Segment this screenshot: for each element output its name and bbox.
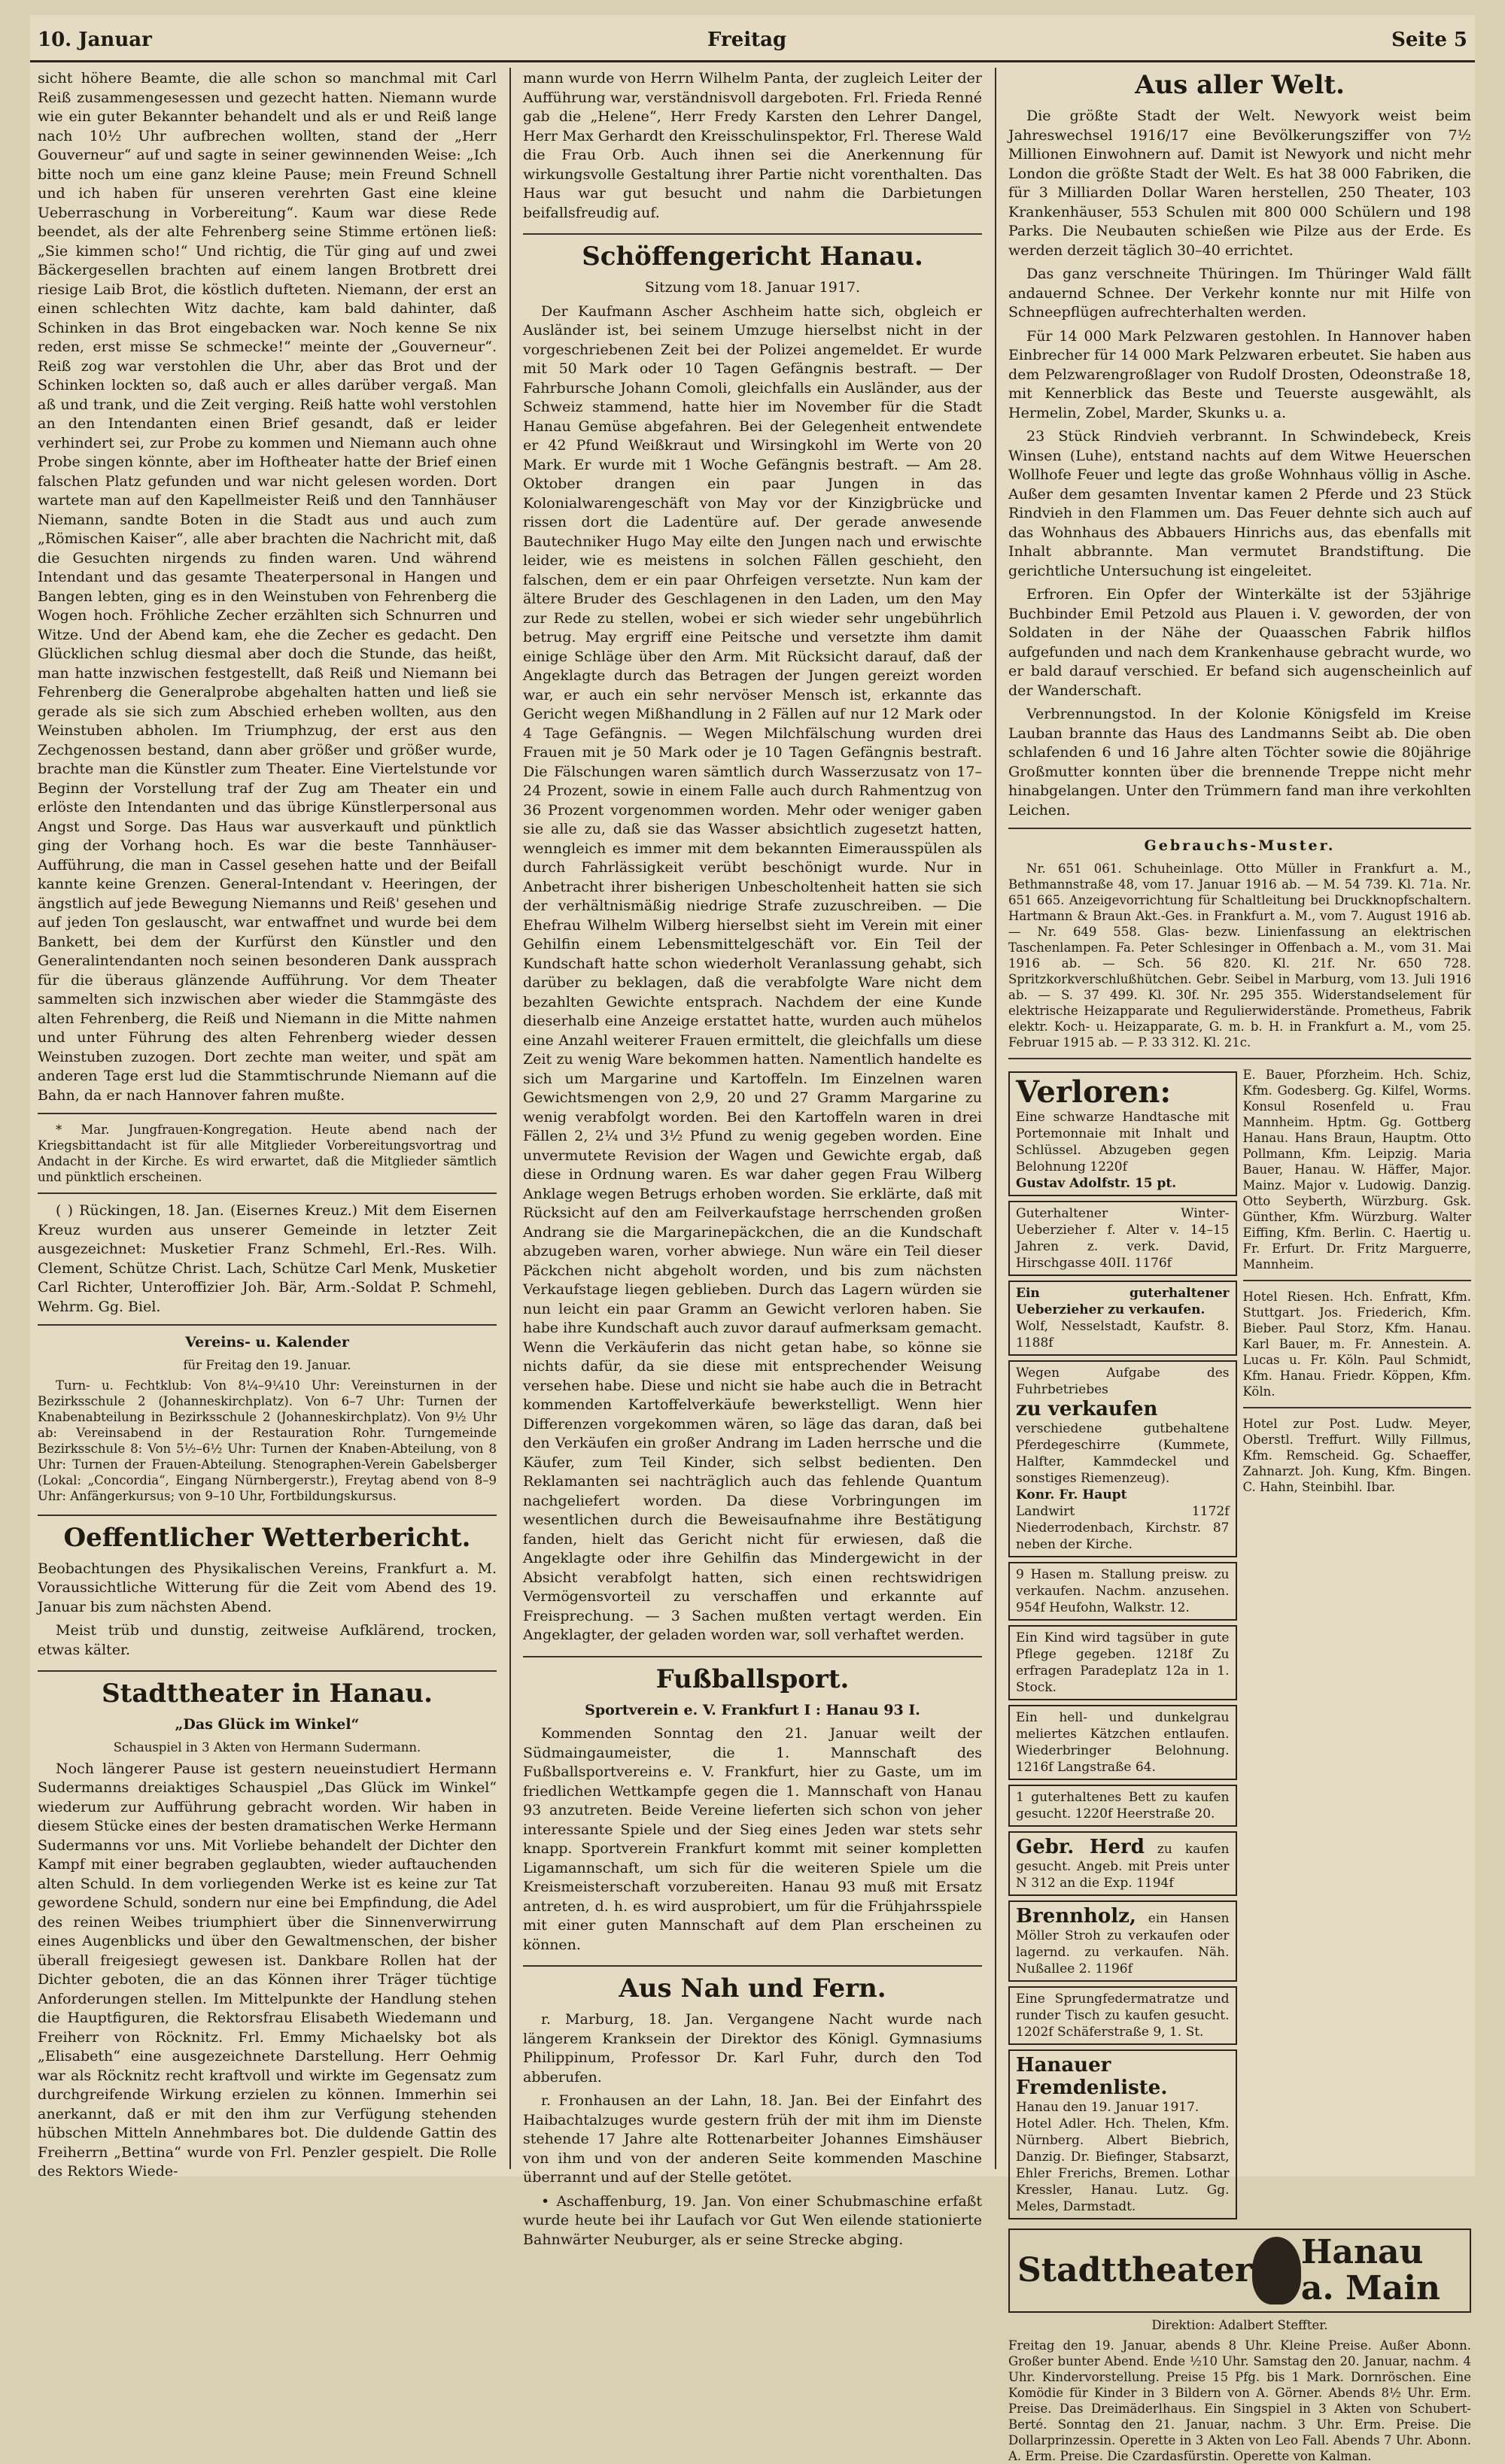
ad-ueberzieher-2-text: Wolf, Nesselstadt, Kaufstr. 8. 1188f bbox=[1016, 1318, 1230, 1350]
wetter-forecast: Meist trüb und dunstig, zeitweise Aufklärend, trocken, etwas kälter. bbox=[38, 1622, 497, 1658]
muster-title: Gebrauchs-Muster. bbox=[1144, 837, 1336, 854]
schoeffengericht-text: Der Kaufmann Ascher Aschheim hatte sich, obgleich er Ausländer ist, bei seinem Umzuge hierselbst nicht in der vorgeschriebenen Zeit bei der Polizei angemeldet. Er wurde mit 50 Mark oder 10 Tagen Gefängnis bestraft. — Der Fahrbursche Johann Comoli, gleichfalls ein Ausländer, aus der Schweiz stammend, hatte hier im November für die Stadt Hanau Gemüse abgefahren. Bei der Gelegenheit entwendete er 42 Pfund Weißkraut und Wirsingkohl im Werte von 20 Mark. Er wurde mit 1 Woche Gefängnis bestraft. — Am 28. Oktober drangen ein paar Jungen in das Kolonialwarengeschäft von May vor der Kinzigbrücke und rissen dort die Ladentüre auf. Der gerade anwesende Bautechniker Hugo May eilte den Jungen nach und erwischte leider, wie es meistens in solchen Fällen geschieht, den falschen, dem er ein paar Ohrfeigen versetzte. Nun kam der ältere Bruder des Geschlagenen in den Laden, um den May zur Rede zu stellen, wobei er sich wieder sehr ungebührlich betrug. May ergriff eine Peitsche und versetzte ihm damit einige Schläge über den Arm. Mit Rücksicht darauf, daß der Angeklagte durch das Betragen der Jungen gereizt worden war, er auch ein sehr nervöser Mensch ist, erkannte das Gericht wegen Mißhandlung in 2 Fällen auf nur 12 Mark oder 4 Tage Gefängnis. — Wegen Milchfälschung wurden drei Frauen mit je 50 Mark oder je 10 Tagen Gefängnis bestraft. Die Fälschungen waren sämtlich durch Wasserzusatz von 17–24 Prozent, sowie in einem Falle auch durch Rahmentzug von 36 Prozent vorgenommen worden. Mehr oder weniger gaben sie alle zu, daß sie das Wasser absichtlich zugesetzt hatten, wenngleich es immer mit dem bekannten Eimerausspülen als durch Fahrlässigkeit verübt beschönigt wurde. Nur in Anbetracht ihrer bisherigen Unbescholtenheit hatten sie sich der verhältnismäßig niedrige Strafe zuzuschreiben. — Die Ehefrau Wilhelm Wilberg hierselbst sieht im Verein mit einer Gehilfin einem Lebensmittelgeschäft vor. Ein Teil der Kundschaft hatte schon wiederholt Veranlassung gehabt, sich darüber zu beklagen, daß die verabfolgte Ware nicht dem bezahlten Gewichte entsprach. Nachdem der eine Kunde dieserhalb eine Anzeige erstattet hatte, wurden auch mühelos eine Anzahl weiterer Frauen ermittelt, die gleichfalls um diese Zeit zu wenig Ware bekommen hatten. Namentlich handelte es sich um Margarine und Kartoffeln. Im Einzelnen waren Gewichtsmengen von 2,9, 20 und 27 Gramm Margarine zu wenig verabfolgt worden. Bei den Kartoffeln waren in drei Fällen 2, 2¼ und 3½ Pfund zu wenig gegeben worden. Eine unvermutete Revision der Wagen und Gewichte ergab, daß diese in Ordnung waren. Es war daher gegen Frau Wilberg Anklage wegen Betrugs erhoben worden. Sie erklärte, daß mit Rücksicht auf den am Feilverkaufstage herrschenden großen Andrang sie die Margarinepäckchen, die an die Kundschaft abzugeben waren, vorher abwiege. Nun wäre ein Teil dieser Päckchen nicht abgeholt worden, und bis zum nächsten Verkaufstage liegen geblieben. Durch das Lagern würden sie nun leicht ein paar Gramm an Gewicht verloren haben. Sie habe ihre Kundschaft auch zuvor darauf aufmerksam gemacht. Wenn die Verkäuferin das nicht getan habe, so könne sie nichts dafür, da sie diese mit entsprechender Weisung versehen habe. Diese und nicht sie habe auch die in Betracht kommenden Kartoffelverkäufe bewerkstelligt. Wenn hier Differenzen vorgekommen wären, so läge das daran, daß bei den Verkäufen ein großer Andrang im Laden herrsche und die Käufer, zum Teil Kinder, sich selbst bedienten. Den Reklamanten sei nachträglich auch das fehlende Quantum nachgeliefert worden. Da diese Vorbringungen im wesentlichen durch die Beweisaufnahme ihre Bestätigung fanden, hielt das Gericht nicht für erwiesen, daß die Angeklagte oder ihre Gehilfin das Mindergewicht in der Absicht verabfolgt hatten, sich einen rechtswidrigen Vermögensvorteil zu verschaffen und erkannte auf Freisprechung. — 3 Sachen mußten vertagt werden. Ein Angeklagter, der geladen worden war, soll verhaftet werden. bbox=[523, 302, 982, 1643]
article-rueckingen: ( ) Rückingen, 18. Jan. (Eisernes Kreuz.) Mit dem Eisernen Kreuz wurden aus unserer Gemeinde in letzter Zeit ausgezeichnet: Musketier Franz Schmehl, Erl.-Res. Wilh. Clement, Schütze Christ. Lach, Schütze Carl Menk, Musketier Carl Richter, Unteroffizier Joh. Bär, Arm.-Soldat P. Schmehl, Wehrm. Gg. Biel. bbox=[38, 1202, 497, 1315]
divider bbox=[1243, 1407, 1472, 1408]
divider bbox=[38, 1324, 497, 1326]
ad-brennholz-heading: Brennholz, bbox=[1016, 1904, 1136, 1928]
fremdenliste-list-2: E. Bauer, Pforzheim. Hch. Schiz, Kfm. Godesberg. Gg. Kilfel, Worms. Konsul Rosenfeld u. Frau Mannheim. Hptm. Gg. Gottberg Hanau. Hans Braun, Hauptm. Otto Pollmann, Kfm. Leipzig. Maria Bauer, Hanau. W. Häffer, Major. Mainz. Major v. Ludowig. Danzig. Otto Seyberth, Würzburg. Gsk. Günther, Kfm. Würzburg. Walter Eiffing, Kfm. Berlin. C. Haertig u. Fr. Erfurt. Dr. Fritz Marguerre, Mannheim. bbox=[1242, 1067, 1471, 1271]
ad-fuhrbetrieb-text: verschiedene gutbehaltene Pferdegeschirre (Kummete, Halfter, Kammdeckel und sonstiges Riemenzeug). bbox=[1016, 1420, 1230, 1486]
column-right bbox=[1008, 69, 1471, 2463]
stadttheater-ad-header bbox=[1008, 2229, 1471, 2313]
column-rule bbox=[995, 68, 996, 2169]
fremdenliste-adler: Hotel Adler. Hch. Thelen, Kfm. Nürnberg. Albert Biebrich, Danzig. Dr. Biefinger, Stabsarzt, Ehler Frerichs, Bremen. Lothar Kressler, Hanau. Lutz. Gg. Meles, Darmstadt. bbox=[1016, 2116, 1230, 2214]
nah-fern-fronhausen: r. Fronhausen an der Lahn, 18. Jan. Bei der Einfahrt des Haibachtalzuges wurde gestern früh der mit ihm im Dienste stehende 17 Jahre alte Rottenarbeiter Johannes Eimshäuser von ihm und von der anderen Seite kommenden Maschine überrannt und auf der Stelle getötet. bbox=[523, 2092, 982, 2186]
ads-left bbox=[1008, 1067, 1237, 2224]
theater-subtitle: „Das Glück im Winkel“ bbox=[175, 1716, 360, 1733]
fussball-text: Kommenden Sonntag den 21. Januar weilt der Südmaingaumeister, die 1. Mannschaft des Fußballsportvereins e. V. Frankfurt, hier zu Gaste, um im friedlichen Wettkampfe gegen die 1. Mannschaft von Hanau 93 anzutreten. Beide Vereine lieferten sich schon von jeher interessante Spiele und der Sieg eines Jeden war stets sehr knapp. Sportverein Frankfurt kommt mit seiner kompletten Ligamannschaft, um sich für die weiteren Spiele um die Kreismeisterschaft vorzubereiten. Hanau 93 muß mit Ersatz antreten, d. h. es wird ausprobiert, um für die Frühjahrsspiele mit einer guten Mannschaft auf dem Plan erscheinen zu können. bbox=[523, 1725, 982, 1953]
ad-kind: Ein Kind wird tagsüber in gute Pflege gegeben. 1218f Zu erfragen Paradeplatz 12a in 1. Stock. bbox=[1008, 1625, 1237, 1700]
welt-thueringen: Das ganz verschneite Thüringen. Im Thüringer Wald fällt andauernd Schnee. Der Verkehr konnte nur mit Hilfe von Schneepflügen aufrechterhalten werden. bbox=[1008, 266, 1471, 321]
theater-title: Stadttheater in Hanau. bbox=[38, 1670, 497, 1709]
column-left bbox=[38, 69, 497, 2180]
ad-herd bbox=[1008, 1831, 1237, 1896]
header-weekday: Freitag bbox=[707, 29, 787, 51]
fussball-title: Fußballsport. bbox=[523, 1656, 982, 1695]
ad-kaetzchen: Ein hell- und dunkelgrau meliertes Kätzchen entlaufen. Wiederbringer Belohnung. 1216f Langstraße 64. bbox=[1008, 1705, 1237, 1780]
welt-pelzwaren: Für 14 000 Mark Pelzwaren gestohlen. In Hannover haben Einbrecher für 14 000 Mark Pelzwaren erbeutet. Sie haben aus dem Pelzwarengroßlager von Rudolf Drosten, Odeonstraße 18, mit Kennerblick das Beste und Teuerste ausgewählt, als Hermelin, Zobel, Marder, Skunks u. a. bbox=[1008, 327, 1471, 421]
header-page-number: Seite 5 bbox=[1391, 29, 1467, 51]
divider bbox=[38, 1113, 497, 1114]
fremdenliste-post: Hotel zur Post. Ludw. Meyer, Oberstl. Treffurt. Willy Fillmus, Kfm. Remscheid. Gg. Schaeffer, Zahnarzt. Joh. Kung, Kfm. Bingen. C. Hahn, Steinbihl. Ibar. bbox=[1242, 1416, 1471, 1494]
schoeffengericht-title: Schöffengericht Hanau. bbox=[523, 233, 982, 272]
ad-ueberzieher-2 bbox=[1008, 1281, 1237, 1356]
stadttheater-direktion: Direktion: Adalbert Steffter. bbox=[1151, 2317, 1328, 2332]
ad-brennholz-text: ein Hansen Möller Stroh zu verkaufen oder lagernd. zu verkaufen. Näh. Nußallee 2. 1196f bbox=[1016, 1910, 1230, 1976]
schoeffengericht-subtitle: Sitzung vom 18. Januar 1917. bbox=[644, 279, 861, 296]
fremdenliste-title: Hanauer Fremdenliste. bbox=[1016, 2053, 1168, 2099]
ad-ueberzieher-2-heading: Ein guterhaltener Ueberzieher zu verkaufen. bbox=[1016, 1285, 1230, 1317]
ad-herd-text: zu kaufen gesucht. Angeb. mit Preis unter N 312 an die Exp. 1194f bbox=[1016, 1841, 1230, 1891]
fussball-subtitle: Sportverein e. V. Frankfurt I : Hanau 93 I. bbox=[585, 1701, 920, 1718]
ad-fuhrbetrieb bbox=[1008, 1360, 1237, 1557]
ad-fuhrbetrieb-heading: zu verkaufen bbox=[1016, 1397, 1158, 1420]
divider bbox=[38, 1193, 497, 1194]
welt-rindvieh: 23 Stück Rindvieh verbrannt. In Schwindebeck, Kreis Winsen (Luhe), entstand nachts auf dem Witwe Heuerschen Wollhofe Feuer und legte das große Wohnhaus völlig in Asche. Außer dem gesamten Inventar kamen 2 Pferde und 23 Stück Rindvieh in den Flammen um. Das Feuer dehnte sich auch auf das Wohnhaus des Abbauers Hinrichs aus, das ebenfalls mit Inhalt abbrannte. Man vermutet Brandstiftung. Die gerichtliche Untersuchung ist eingeleitet. bbox=[1008, 428, 1471, 579]
ad-fuhrbetrieb-name: Konr. Fr. Haupt bbox=[1016, 1487, 1127, 1502]
stadttheater-programm: Freitag den 19. Januar, abends 8 Uhr. Kleine Preise. Außer Abonn. Großer bunter Abend. Ende ½10 Uhr. Samstag den 20. Januar, nachm. 4 Uhr. Kindervorstellung. Preise 15 Pfg. bis 1 Mark. Dornröschen. Eine Komödie für Kinder in 3 Bildern von A. Görner. Abends 8½ Uhr. Erm. Preise. Das Dreimäderlhaus. Ein Singspiel in 3 Akten von Schubert-Berté. Sonntag den 21. Januar, nachm. 3 Uhr. Erm. Preise. Die Dollarprinzessin. Operette in 3 Akten von Leo Fall. Abends 7 Uhr. Abonn. A. Erm. Preise. Die Czardasfürstin. Operette von Kalman. bbox=[1008, 2338, 1471, 2463]
header-date: 10. Januar bbox=[38, 29, 152, 51]
welt-erfroren: Erfroren. Ein Opfer der Winterkälte ist der 53jährige Buchbinder Emil Petzold aus Plauen i. V. geworden, der von Soldaten in der Nähe der Quaasschen Fabrik hilflos aufgefunden und nach dem Krankenhause gebracht wurde, wo er bald darauf verschied. Er befand sich augenscheinlich auf der Wanderschaft. bbox=[1008, 586, 1471, 699]
theater-subtitle-2: Schauspiel in 3 Akten von Hermann Sudermann. bbox=[113, 1739, 421, 1755]
ad-verloren-heading: Verloren: bbox=[1016, 1074, 1172, 1110]
vereins-title: Vereins- u. Kalender bbox=[185, 1334, 349, 1350]
theater-mask-icon bbox=[1252, 2237, 1301, 2304]
article-continuation: sicht höhere Beamte, die alle schon so manchmal mit Carl Reiß zusammengesessen und gezecht hatten. Niemann wurde wie ein guter Bekannter behandelt und als er und Reiß lange nach 10½ Uhr aufbrechen wollten, stand der „Herr Gouverneur“ auf und sagte in seiner gewinnenden Weise: „Ich bitte noch um eine ganz kleine Pause; mein Freund Schnell und ich haben für unseren verehrten Gast eine kleine Ueberraschung in Vorbereitung“. Kaum war diese Rede beendet, als der alte Fehrenberg seine Stimme ertönen ließ: „Sie kimmen scho!“ Und richtig, die Tür ging auf und zwei Bäckergesellen brachten auf einem langen Brotbrett drei riesige Laib Brot, die köstlich dufteten. Niemann, der erst an einen schlechten Witz dachte, kam bald dahinter, daß Schinken in das Brot eingebacken war. Noch kenne Se nix reden, erst misse Se schmecke!“ meinte der „Gouverneur“. Reiß zog war verstohlen die Uhr, aber das Brot und der Schinken lockten so, daß auch er alles darüber vergaß. Man aß und trank, und die Zeit verging. Reiß hatte wohl verstohlen an den Intendanten einen Brief gesandt, daß er leider verhindert sei, zur Probe zu kommen und Niemann auch ohne Probe singen könnte, aber im Hoftheater hatte der Brief einen falschen Platz gefunden und war nicht gelesen worden. Dort wartete man auf den Kapellmeister Reiß und den Tannhäuser Niemann, sandte Boten in die Stadt aus und auch zum „Römischen Kaiser“, alle aber brachten die Nachricht mit, daß die Gesuchten nirgends zu finden waren. Und während Intendant und das gesamte Theaterpersonal in Hangen und Bangen lebten, ging es in den Weinstuben von Fehrenberg die Wogen hoch. Fröhliche Zecher erzählten sich Schnurren und Witze. Und der Abend kam, ehe die Zecher es gedacht. Den Glücklichen schlug diesmal aber doch die Stunde, das heißt, man hatte inzwischen festgestellt, daß Reiß und Niemann bei Fehrenberg die Generalprobe abgehalten hatten und ließ sie gerade als sie sich zum Abschied erheben wollten, aus den Weinstuben abholen. Im Triumphzug, der erst aus den Zechgenossen bestand, dann aber größer und größer wurde, brachte man die Künstler zum Theater. Eine Viertelstunde vor Beginn der Vorstellung traf der Zug am Theater ein und erlöste den Intendanten und das übrige Künstlerpersonal aus Angst und Sorge. Das Haus war ausverkauft und pünktlich ging der Vorhang hoch. Es war die beste Tannhäuser-Aufführung, die man in Cassel gesehen hatte und der Beifall kannte keine Grenzen. General-Intendant v. Heeringen, der ängstlich auf jede Bewegung Niemanns und Reiß' gesehen und auf jeden Ton geslauscht, war entwaffnet und wurde bei dem Bankett, bei dem der Kurfürst den Künstler und den Generalintendanten noch seinen besonderen Dank aussprach für die überaus glänzende Aufführung. Vor dem Theater sammelten sich inzwischen aber wieder die Stammgäste des alten Fehrenberg, die Reiß und Niemann in die Mitte nahmen und unter Führung des alten Fehrenberg wieder dessen Weinstuben zuzogen. Dort zechte man weiter, und spät am anderen Tage erst lud die Stammtischrunde Niemann auf die Bahn, da er nach Hannover fahren mußte. bbox=[38, 70, 497, 1104]
welt-newyork: Die größte Stadt der Welt. Newyork weist beim Jahreswechsel 1916/17 eine Bevölkerungsziffer von 7½ Millionen Einwohnern auf. Damit ist Newyork und nicht mehr London die größte Stadt der Welt. Es hat 38 000 Fabriken, die für 3 Milliarden Dollar Waren herstellen, 250 Theater, 103 Krankenhäuser, 553 Schulen mit 800 000 Schülern und 198 Parks. Die Neubauten schießen wie Pilze aus der Erde. Es werden derzeit täglich 30–40 errichtet. bbox=[1008, 108, 1471, 259]
newspaper-page bbox=[30, 15, 1475, 2463]
ad-brennholz bbox=[1008, 1900, 1237, 1982]
muster-text: Nr. 651 061. Schuheinlage. Otto Müller in Frankfurt a. M., Bethmannstraße 48, vom 17. Januar 1916 ab. — M. 54 739. Kl. 71a. Nr. 651 665. Anzeigevorrichtung für Schaltleitung bei Druckknopfschaltern. Hartmann & Braun Akt.-Ges. in Frankfurt a. M., vom 7. August 1916 ab. — Nr. 649 558. Glas- bezw. Linienfassung an elektrischen Taschenlampen. Fa. Peter Schlesinger in Offenbach a. M., vom 31. Mai 1916 ab. — Sch. 56 820. Kl. 21f. Nr. 650 728. Spritzkorkverschlußhütchen. Gebr. Seibel in Marburg, vom 13. Juli 1916 ab. — S. 37 499. Kl. 30f. Nr. 295 355. Widerstandselement für elektrische Heizapparate und Regulierwiderstände. Prometheus, Fabrik elektr. Koch- u. Heizapparate, G. m. b. H. in Frankfurt a. M., vom 25. Februar 1915 ab. — P. 33 312. Kl. 21c. bbox=[1008, 861, 1471, 1050]
welt-title: Aus aller Welt. bbox=[1135, 70, 1345, 100]
wetter-title: Oeffentlicher Wetterbericht. bbox=[38, 1515, 497, 1554]
stadttheater-ad-left: Stadttheater bbox=[1017, 2250, 1253, 2289]
divider bbox=[1008, 828, 1471, 829]
nah-fern-title: Aus Nah und Fern. bbox=[523, 1965, 982, 2004]
stadttheater-ad-right: Hanau a. Main bbox=[1300, 2232, 1440, 2308]
ads-area bbox=[1008, 1067, 1471, 2224]
ad-verloren bbox=[1008, 1071, 1237, 1196]
ad-fuhrbetrieb-intro: Wegen Aufgabe des Fuhrbetriebes bbox=[1016, 1365, 1230, 1397]
ads-right bbox=[1243, 1067, 1472, 2224]
wetter-text: Beobachtungen des Physikalischen Vereins, Frankfurt a. M. Voraussichtliche Witterung für die Zeit vom Abend des 19. Januar bis zum nächsten Abend. bbox=[38, 1560, 497, 1615]
divider bbox=[1008, 1058, 1471, 1059]
divider bbox=[1243, 1280, 1472, 1281]
ad-herd-heading: Gebr. Herd bbox=[1016, 1835, 1145, 1858]
ad-fuhrbetrieb-address: Landwirt 1172f Niederrodenbach, Kirchstr. 87 neben der Kirche. bbox=[1016, 1503, 1230, 1552]
fremdenliste bbox=[1008, 2049, 1237, 2219]
ad-ueberzieher: Guterhaltener Winter-Ueberzieher f. Alter v. 14–15 Jahren z. verk. David, Hirschgasse 40II. 1176f bbox=[1008, 1201, 1237, 1276]
theater-review-continuation: mann wurde von Herrn Wilhelm Panta, der zugleich Leiter der Aufführung war, verständnisvoll dargeboten. Frl. Frieda Renné gab die „Helene“, Herr Fredy Karsten den Lehrer Dangel, Herr Max Gerhardt den Kreisschulinspektor, Frl. Therese Wald die Frau Orb. Auch ihnen sei die Anerkennung für wirkungsvolle Gestaltung ihrer Partie nicht vorenthalten. Das Haus war gut besucht und nahm die Darbietungen beifallsfreudig auf. bbox=[523, 70, 982, 221]
ad-federmatratze: Eine Sprungfedermatratze und runder Tisch zu kaufen gesucht. 1202f Schäferstraße 9, 1. St. bbox=[1008, 1986, 1237, 2045]
ad-hasen: 9 Hasen m. Stallung preisw. zu verkaufen. Nachm. anzusehen. 954f Heufohn, Walkstr. 12. bbox=[1008, 1562, 1237, 1621]
page-header bbox=[30, 15, 1475, 62]
fremdenliste-riesen: Hotel Riesen. Hch. Enfratt, Kfm. Stuttgart. Jos. Friederich, Kfm. Bieber. Paul Storz, Kfm. Hanau. Karl Bauer, m. Fr. Annestein. A. Lucas u. Fr. Köln. Paul Schmidt, Kfm. Hanau. Friedr. Köppen, Kfm. Köln. bbox=[1242, 1289, 1471, 1399]
theater-review: Noch längerer Pause ist gestern neueinstudiert Hermann Sudermanns dreiaktiges Schauspiel „Das Glück im Winkel“ wiederum zur Aufführung gebracht worden. Wir haben in diesem Stücke eines der besten dramatischen Werke Hermann Sudermanns vor uns. Mit Vorliebe behandelt der Dichter den Kampf mit einer begraben geglaubten, wieder auftauchenden alten Schuld. In dem vorliegenden Werke ist es keine zur Tat gewordene Schuld, sondern nur eine bei Empfindung, die Adel des reinen Weibes triumphiert über die Sinnenverwirrung eines Augenblicks und über den Gewaltmenschen, der bisher überall freigesiegt gewesen ist. Dankbare Rollen hat der Dichter geboten, die an das Können ihrer Träger tüchtige Anforderungen stellen. Im Mittelpunkte der Handlung stehen die Hauptfiguren, die Rektorsfrau Elisabeth Wiedemann und Freiherr von Röcknitz. Frl. Emmy Michaelsky bot als „Elisabeth“ eine ausgezeichnete Darstellung. Herr Oehmig war als Röcknitz recht kraftvoll und wirkte im Gegensatz zum durchgreifende Wirkung erzielen zu können. Immerhin sei anerkannt, daß er mit den ihm zur Verfügung stehenden hübschen Mitteln Annehmbares bot. Die duldende Gattin des Freiherrn „Bettina“ wurde von Frl. Penzler gespielt. Die Rolle des Rektors Wiede- bbox=[38, 1760, 497, 2180]
notice-kongregation: * Mar. Jungfrauen-Kongregation. Heute abend nach der Kriegsbittandacht ist für alle Mitglieder Vorbereitungsvortrag und Andacht in der Kirche. Es wird erwartet, daß die Mitglieder sämtlich und pünktlich erscheinen. bbox=[38, 1123, 497, 1184]
ad-verloren-text: Eine schwarze Handtasche mit Portemonnaie mit Inhalt und Schlüssel. Abzugeben gegen Belohnung 1220f bbox=[1016, 1109, 1230, 1174]
nah-fern-marburg: r. Marburg, 18. Jan. Vergangene Nacht wurde nach längerem Kranksein der Direktor des Königl. Gymnasiums Philippinum, Professor Dr. Karl Fuhr, durch den Tod abberufen. bbox=[523, 2011, 982, 2086]
fremdenliste-date: Hanau den 19. Januar 1917. bbox=[1016, 2099, 1199, 2115]
welt-verbrennungstod: Verbrennungstod. In der Kolonie Königsfeld im Kreise Lauban brannte das Haus des Landmanns Seibt ab. Die oben schlafenden 6 und 16 Jahre alten Töchter sowie die 80jährige Großmutter konnten über die brennende Treppe nicht mehr hinabgelangen. Unter den Trümmern fand man ihre verkohlten Leichen. bbox=[1008, 706, 1471, 819]
column-middle bbox=[523, 69, 982, 2248]
vereins-text: Turn- u. Fechtklub: Von 8¼–9¼10 Uhr: Vereinsturnen in der Bezirksschule 2 (Johanneskirchplatz). Von 6–7 Uhr: Turnen der Knabenabteilung in Bezirksschule 2 (Johanneskirchplatz). Von 9½ Uhr ab: Vereinsabend in der Restauration Rohr. Turngemeinde Bezirksschule 8: Von 5½–6½ Uhr: Turnen der Knaben-Abteilung, von 8 Uhr: Turnen der Frauen-Abteilung. Stenographen-Verein Gabelsberger (Lokal: „Concordia“, Eingang Nürnbergerstr.), Freytag abend von 8–9 Uhr: Anfängerkursus; von 9–10 Uhr, Fortbildungskursus. bbox=[38, 1378, 497, 1503]
ad-verloren-address: Gustav Adolfstr. 15 pt. bbox=[1016, 1175, 1177, 1191]
column-rule bbox=[509, 68, 511, 2169]
nah-fern-aschaffenburg: • Aschaffenburg, 19. Jan. Von einer Schubmaschine erfaßt wurde heute bei ihr Laufach vor Gut Wen eilende stationierte Bahnwärter Neuburger, als er seine Strecke abging. bbox=[523, 2192, 982, 2248]
vereins-subtitle: für Freitag den 19. Januar. bbox=[183, 1357, 351, 1372]
ad-bett: 1 guterhaltenes Bett zu kaufen gesucht. 1220f Heerstraße 20. bbox=[1008, 1785, 1237, 1827]
